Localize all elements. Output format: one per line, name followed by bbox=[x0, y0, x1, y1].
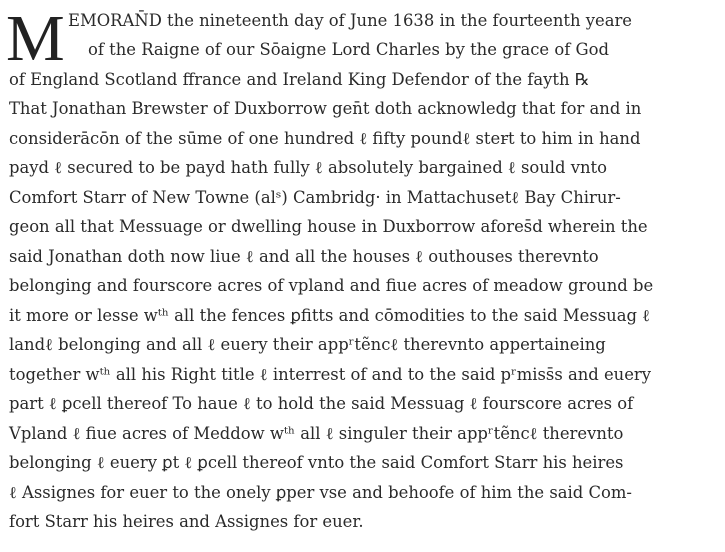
text-line: payd ℓ secured to be payd hath fully ℓ absolutely bargained ℓ sould vnto bbox=[9, 158, 608, 177]
text-line: it more or lesse wᵗʰ all the fences ꝑfitts and cōmodities to the said Messuag ℓ bbox=[9, 306, 651, 325]
text-line: of England Scotland ffrance and Ireland King Defendor of the fayth ℞ bbox=[9, 70, 590, 89]
text-line: considerācōn of the sūme of one hundred ℓ fifty poundℓ ster̵t to him in hand bbox=[9, 129, 641, 148]
text-line: belonging and fourscore acres of vpland and fiue acres of meadow ground be bbox=[9, 276, 654, 295]
text-line: ℓ Assignes for euer to the onely ꝑper vse and behoofe of him the said Com- bbox=[9, 483, 632, 502]
drop-cap-initial: M bbox=[6, 2, 65, 75]
text-line: That Jonathan Brewster of Duxborrow gen̄t doth acknowledg that for and in bbox=[9, 99, 642, 118]
text-line: geon all that Messuage or dwelling house in Duxborrow afores̄d wherein the bbox=[9, 217, 648, 236]
text-line: landℓ belonging and all ℓ euery their appʳtẽncℓ therevnto appertaineing bbox=[9, 335, 606, 354]
text-line: EMORAN̄D the nineteenth day of June 1638 in the fourteenth yeare bbox=[68, 11, 633, 30]
text-line: Vpland ℓ fiue acres of Meddow wᵗʰ all ℓ singuler their appʳtẽncℓ therevnto bbox=[9, 424, 624, 443]
text-line: said Jonathan doth now liue ℓ and all the houses ℓ outhouses therevnto bbox=[9, 247, 599, 266]
text-line: belonging ℓ euery ꝑt ℓ ꝑcell thereof vnto the said Comfort Starr his heires bbox=[9, 453, 624, 472]
text-line: part ℓ ꝑcell thereof To haue ℓ to hold the said Messuag ℓ fourscore acres of bbox=[9, 394, 634, 413]
text-line: Comfort Starr of New Towne (alˢ) Cambridg· in Mattachusetℓ Bay Chirur- bbox=[9, 188, 621, 207]
text-line: together wᵗʰ all his Right title ℓ interrest of and to the said pʳmiss̄s and euery bbox=[9, 365, 652, 384]
text-line: fort Starr his heires and Assignes for euer. bbox=[9, 512, 364, 531]
text-line: of the Raigne of our Sōaigne Lord Charles by the grace of God bbox=[88, 40, 609, 59]
